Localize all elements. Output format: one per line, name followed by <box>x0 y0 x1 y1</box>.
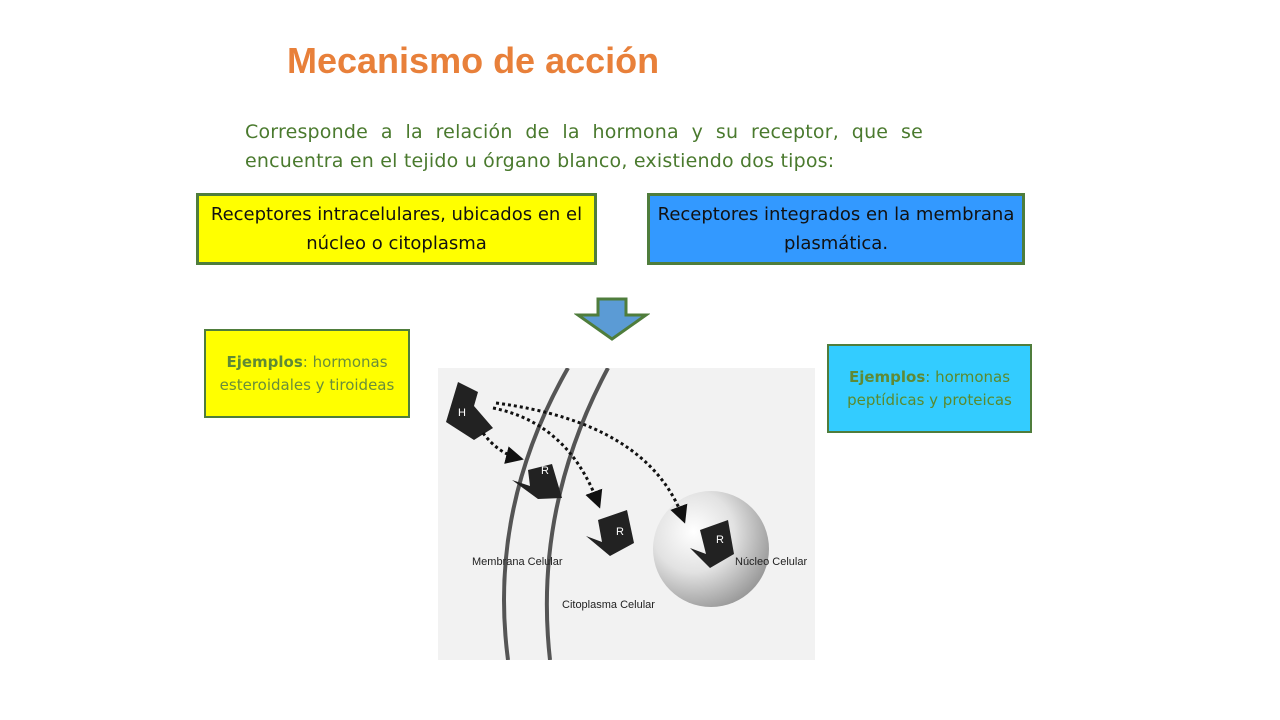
examples-left-text <box>206 351 408 397</box>
membrane-receptors-label: Receptores integrados en la membrana plasmática. <box>657 204 1015 254</box>
nucleus-label: Núcleo Celular <box>735 556 808 568</box>
intracellular-receptors-box <box>196 193 597 265</box>
examples-right-content: : hormonas peptídicas y proteicas <box>847 367 1012 409</box>
receptor-label-2: R <box>616 526 624 538</box>
hormone-label: H <box>458 407 466 419</box>
examples-left-label: Ejemplos <box>226 352 303 371</box>
examples-left-box <box>204 329 410 418</box>
receptor-label-1: R <box>541 465 549 477</box>
examples-right-label: Ejemplos <box>848 367 926 386</box>
hormone-receptor-diagram <box>438 368 815 660</box>
receptor-label-3: R <box>716 534 724 546</box>
membrane-receptors-box <box>647 193 1025 265</box>
examples-right-text <box>829 366 1030 412</box>
cytoplasm-label: Citoplasma Celular <box>562 599 655 611</box>
examples-right-box <box>827 344 1032 433</box>
intracellular-receptors-label: Receptores intracelulares, ubicados en el núcleo o citoplasma <box>210 204 583 254</box>
intro-paragraph: Corresponde a la relación de la hormona y su receptor, que se encuentra en el tejido u órgano blanco, existiendo dos tipos: <box>245 121 923 172</box>
slide-title: Mecanismo de acción <box>287 40 660 81</box>
membrane-label: Membrana Celular <box>472 556 563 568</box>
examples-left-content: : hormonas esteroidales y tiroideas <box>219 352 395 394</box>
down-arrow-icon <box>574 297 650 343</box>
